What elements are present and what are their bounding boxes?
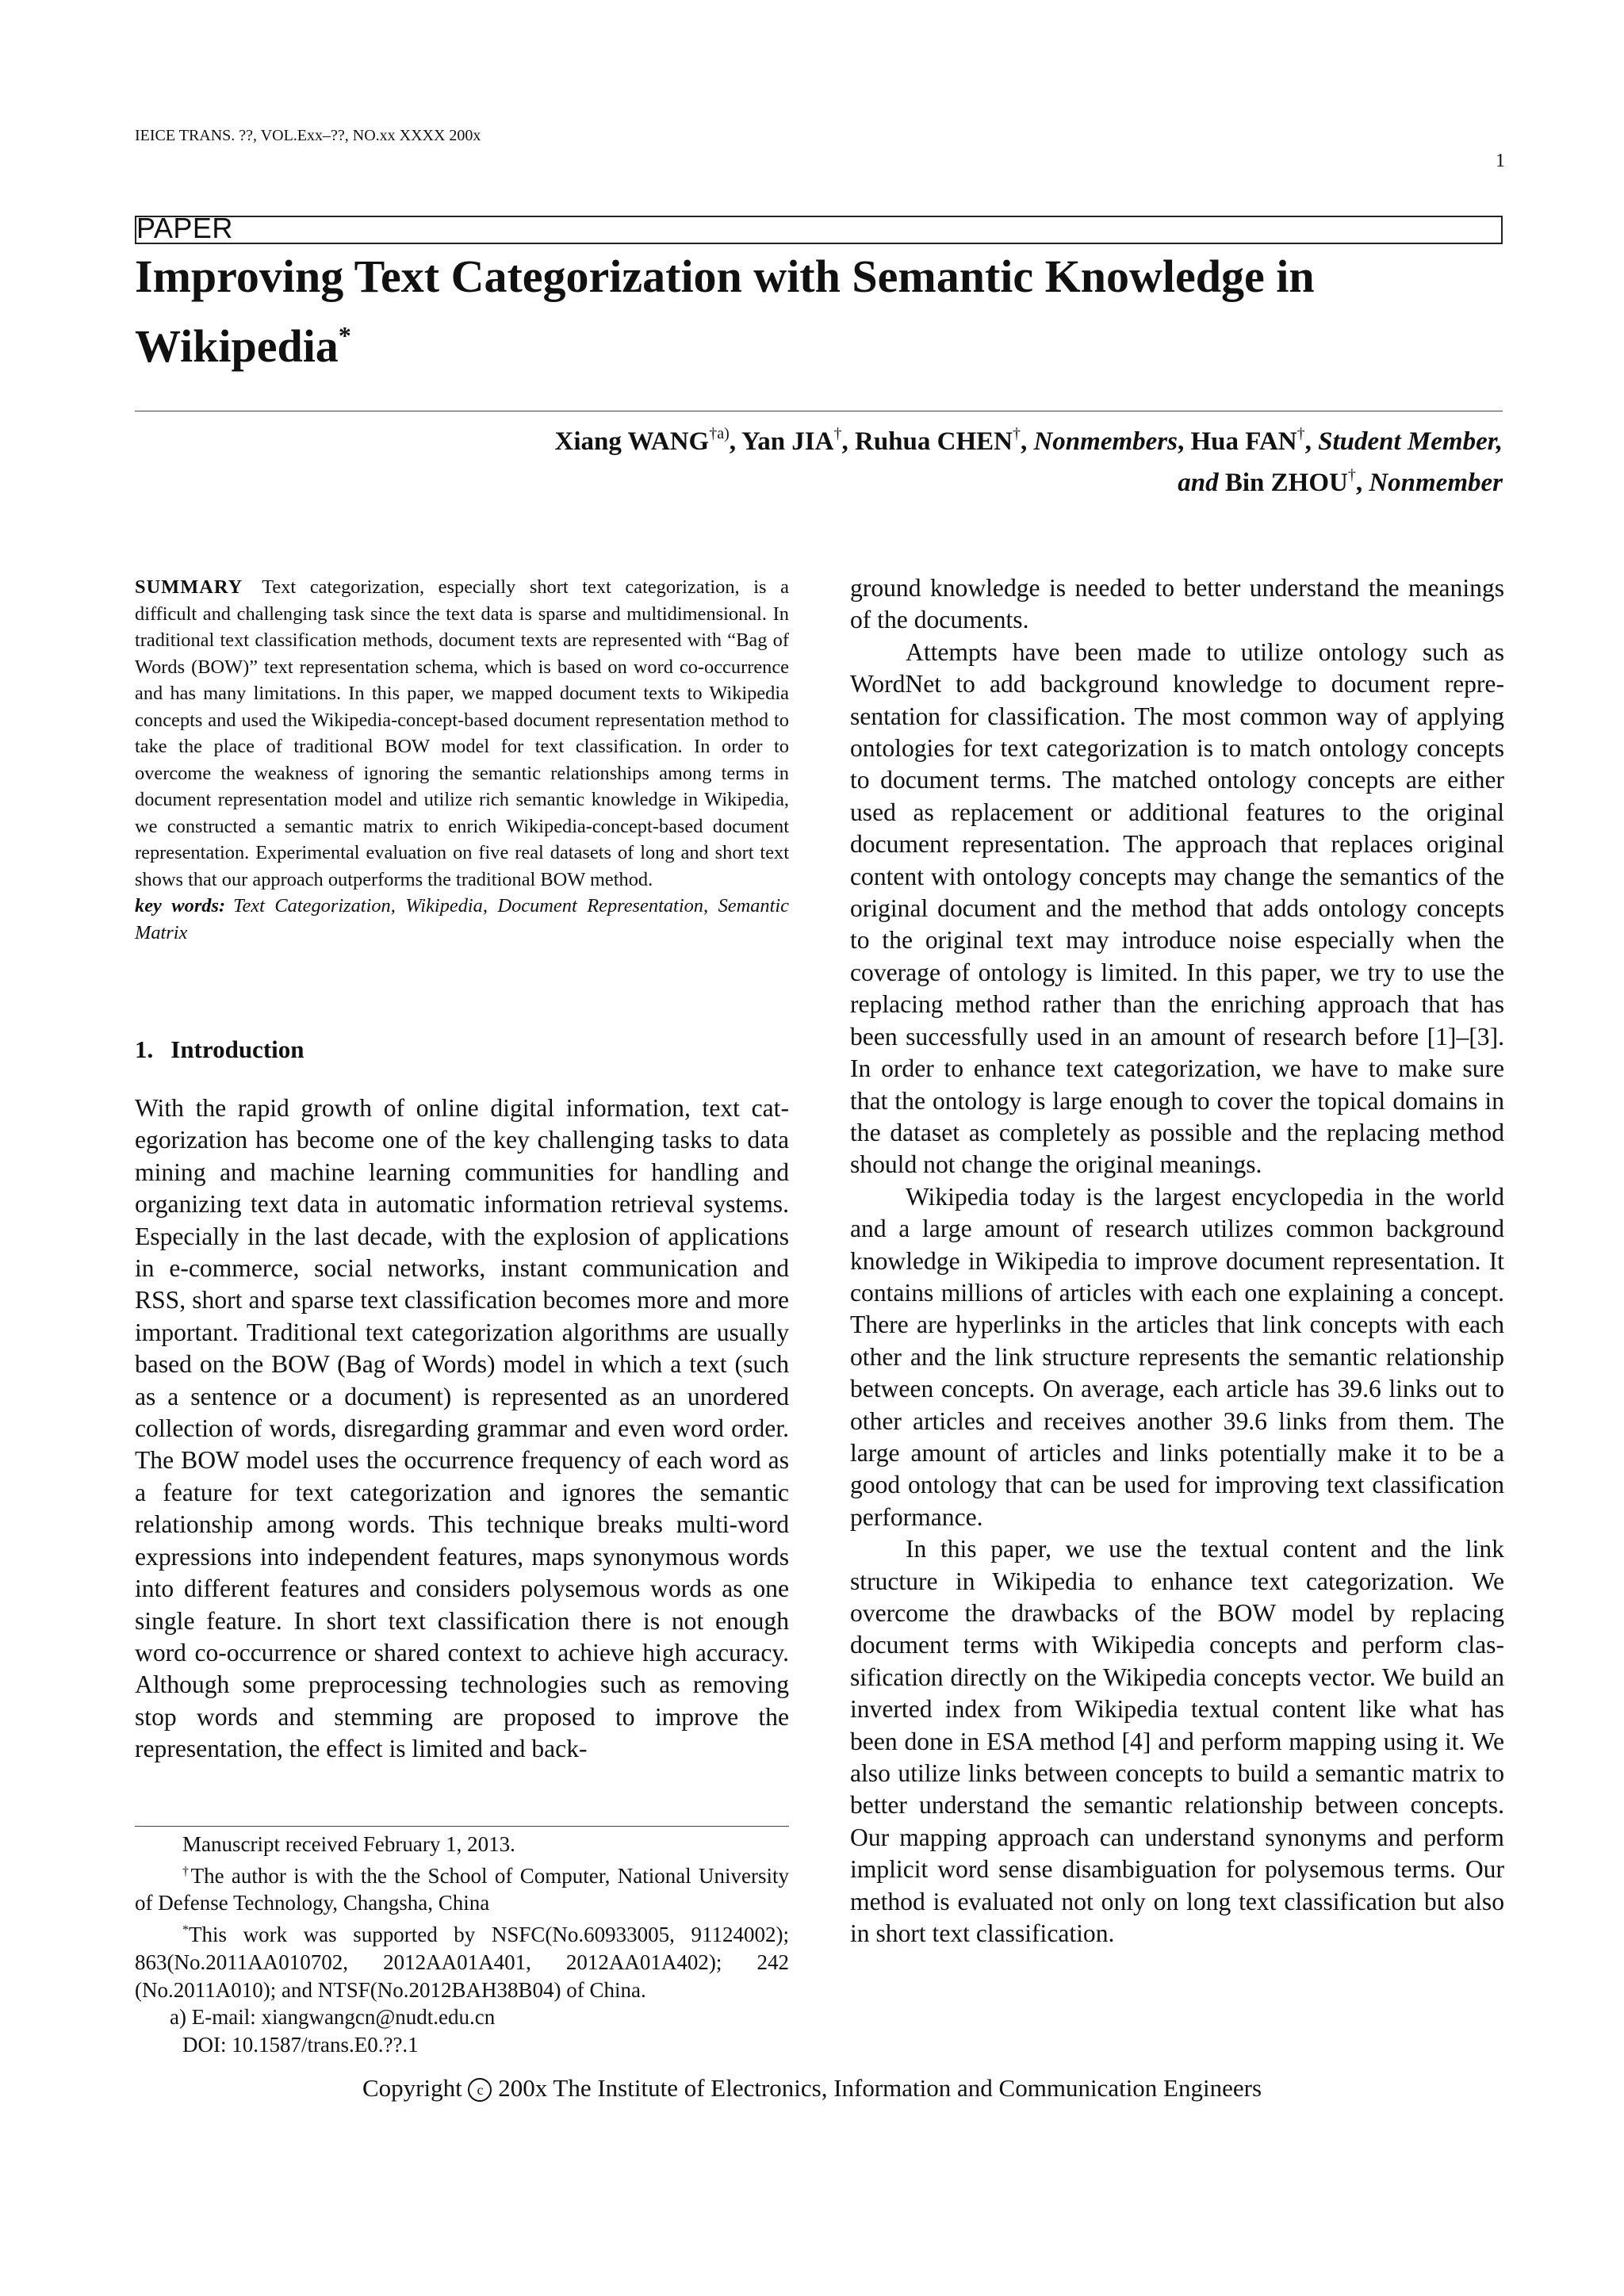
author-1: Xiang WANG [554,427,710,456]
section-title: Introduction [170,1035,304,1063]
author-3: , Ruhua CHEN [841,427,1013,456]
author-line-2: and Bin ZHOU†, Nonmember [1178,466,1503,497]
author-list [313,417,1503,499]
author-role-1: Nonmembers [1033,427,1178,456]
author-5: Bin ZHOU [1224,469,1348,497]
footnote-affiliation [135,1858,789,1917]
right-paragraph-1: ground knowledge is needed to better understand the meanings of the documents. [850,574,1504,634]
section-number: 1. [135,1035,154,1063]
right-paragraph-4: In this paper, we use the textual content and the link structure in Wikipedia to enhance text categorization. We overcome the drawbacks of the BOW model by replacing document terms with Wikipedia concepts and perform classification directly on the Wikipedia concepts vector. We build an inverted index from Wikipedia textual content like what has been done in ESA method [4] and perform mapping using it. We also utilize links between concepts to build a semantic matrix to better understand the semantic relationship between concepts. Our mapping approach can understand synonyms and perform implicit word sense disambiguation for polysemous terms. Our method is evaluated not only on long text classification but also in short text classification. [850,1535,1504,1948]
footnote-email [135,2003,789,2031]
keywords [135,893,789,946]
author-line-1 [313,417,1503,458]
introduction-paragraph-1: With the rapid growth of online digital information, text categorization has become one of the key challenging tasks to data mining and machine learning communities for handling and organizing text data in automatic information retrieval systems. Especially in the last decade, with the explosion of applications in e-commerce, social networks, instant communication and RSS, short and sparse text classification becomes more and more important. Traditional text categorization algorithms are usually based on the BOW (Bag of Words) model in which a text (such as a sentence or a document) is represented as an unordered collection of words, disregarding grammar and even word order. The BOW model uses the occurrence frequency of each word as a feature for text categorization and ignores the semantic relationship among words. This technique breaks multi-word expressions into independent features, maps synonymous words into different features and considers polysemous words as one single feature. In short text classification there is not enough word co-occurrence or shared context to achieve high accuracy. Although some preprocessing technologies such as removing stop words and stemming are proposed to improve the representation, the effect is limited and back- [135,1094,789,1763]
author-and: and [1178,469,1219,497]
copyright-prefix: Copyright [362,2074,462,2102]
paper-label-box [135,216,1503,244]
abstract-heading: SUMMARY [135,576,243,598]
author-4: Hua FAN [1190,427,1297,456]
section-heading-introduction [135,1035,304,1064]
footnote-star-mark: * [182,1923,189,1938]
author-3-mark: † [1012,425,1021,442]
page-number: 1 [1496,151,1505,171]
copyright-line [0,2074,1624,2103]
footnote-rule [135,1826,789,1827]
footnote-email-text: E-mail: xiangwangcn@nudt.edu.cn [191,2005,496,2030]
author-4-mark: † [1297,425,1305,442]
abstract-text: Text categorization, especially short text categorization, is a difficult and challenging task since the text data is sparse and multidimensional. In traditional text classification methods, document texts are represented with “Bag of Words (BOW)” text representation schema, which is based on word co-occurrence and has many limitations. In this paper, we mapped document texts to Wikipedia concepts and used the Wikipedia-concept-based document representation method to take the place of traditional BOW model for text classification. In order to overcome the weakness of ignoring the semantic relationships among terms in document representation model and utilize rich semantic knowledge in Wikipedia, we constructed a semantic matrix to enrich Wikipedia-concept-based document representation. Experimental evaluation on five real datasets of long and short text shows that our approach outperforms the traditional BOW method. [135,576,789,890]
footnote-dagger-mark: † [182,1864,191,1878]
running-head: IEICE TRANS. ??, VOL.Exx–??, NO.xx XXXX 200x [135,127,481,144]
footnote-doi: DOI: 10.1587/trans.E0.??.1 [182,2032,419,2057]
footnote-affiliation-text: The author is with the the School of Computer, National University of Defense Technology, Changsha, China [135,1863,789,1915]
footnote-support [135,1917,789,2003]
abstract-body [135,574,789,893]
author-separator-2: , [1177,427,1191,456]
abstract [135,574,789,946]
right-column-body [850,572,1504,1950]
author-2-mark: † [833,425,842,442]
right-paragraph-3: Wikipedia today is the largest encyclopedia in the world and a large amount of research utilizes common background knowledge in Wikipedia to improve document representation. It contains millions of articles with each one explaining a concept. There are hyperlinks in the articles that link concepts with each other and the link structure represents the semantic relationship between concepts. On average, each article has 39.6 links out to other articles and receives another 39.6 links from them. The large amount of articles and links potentially make it to be a good ontology that can be used for improving text classification performance. [850,1182,1504,1531]
footnotes [135,1831,789,2059]
author-1-mark: †a) [709,425,730,442]
footnote-received: Manuscript received February 1, 2013. [182,1832,515,1856]
footnote-email-mark: a) [170,2005,186,2030]
keywords-text: Text Categorization, Wikipedia, Document Representation, Semantic Matrix [135,895,789,943]
paper-label: PAPER [136,212,233,244]
author-role-3: Nonmember [1369,469,1503,497]
author-5-mark: † [1347,466,1356,484]
author-2: , Yan JIA [729,427,834,456]
paper-title [135,247,1499,376]
right-paragraph-2: Attempts have been made to utilize ontology such as WordNet to add background knowledge to document representation for classification. The most common way of applying ontologies for text categorization is to match ontology concepts to document terms. The matched ontology concepts are either used as replacement or additional features to the original document representation. The approach that replaces original content with ontology concepts may change the semantics of the original document and the method that adds ontology concepts to the original text may introduce noise especially when the coverage of ontology is limited. In this paper, we try to use the replacing method rather than the enriching approach that has been successfully used in an amount of research before [1]–[3]. In order to enhance text categorization, we have to make sure that the ontology is large enough to cover the topical domains in the dataset as completely as possible and the replacing method should not change the original meanings. [850,637,1504,1179]
title-footnote-mark: * [338,321,351,350]
footnote-support-text: This work was supported by NSFC(No.60933005, 91124002); 863(No.2011AA010702, 2012AA01A401, 2012AA01A402); 242 (No.2011A010); and NTSF(No.2012BAH38B04) of China. [135,1923,789,2002]
author-separator-3: , [1304,427,1319,456]
left-column-body [135,1093,789,1766]
keywords-heading: key words: [135,895,226,916]
copyright-text: 200x The Institute of Electronics, Information and Communication Engineers [498,2074,1262,2102]
paper-title-text: Improving Text Categorization with Semantic Knowledge in Wikipedia [135,251,1315,372]
author-separator-1: , [1020,427,1034,456]
author-role-2: Student Member, [1318,427,1503,456]
copyright-symbol-icon: c [468,2078,492,2102]
